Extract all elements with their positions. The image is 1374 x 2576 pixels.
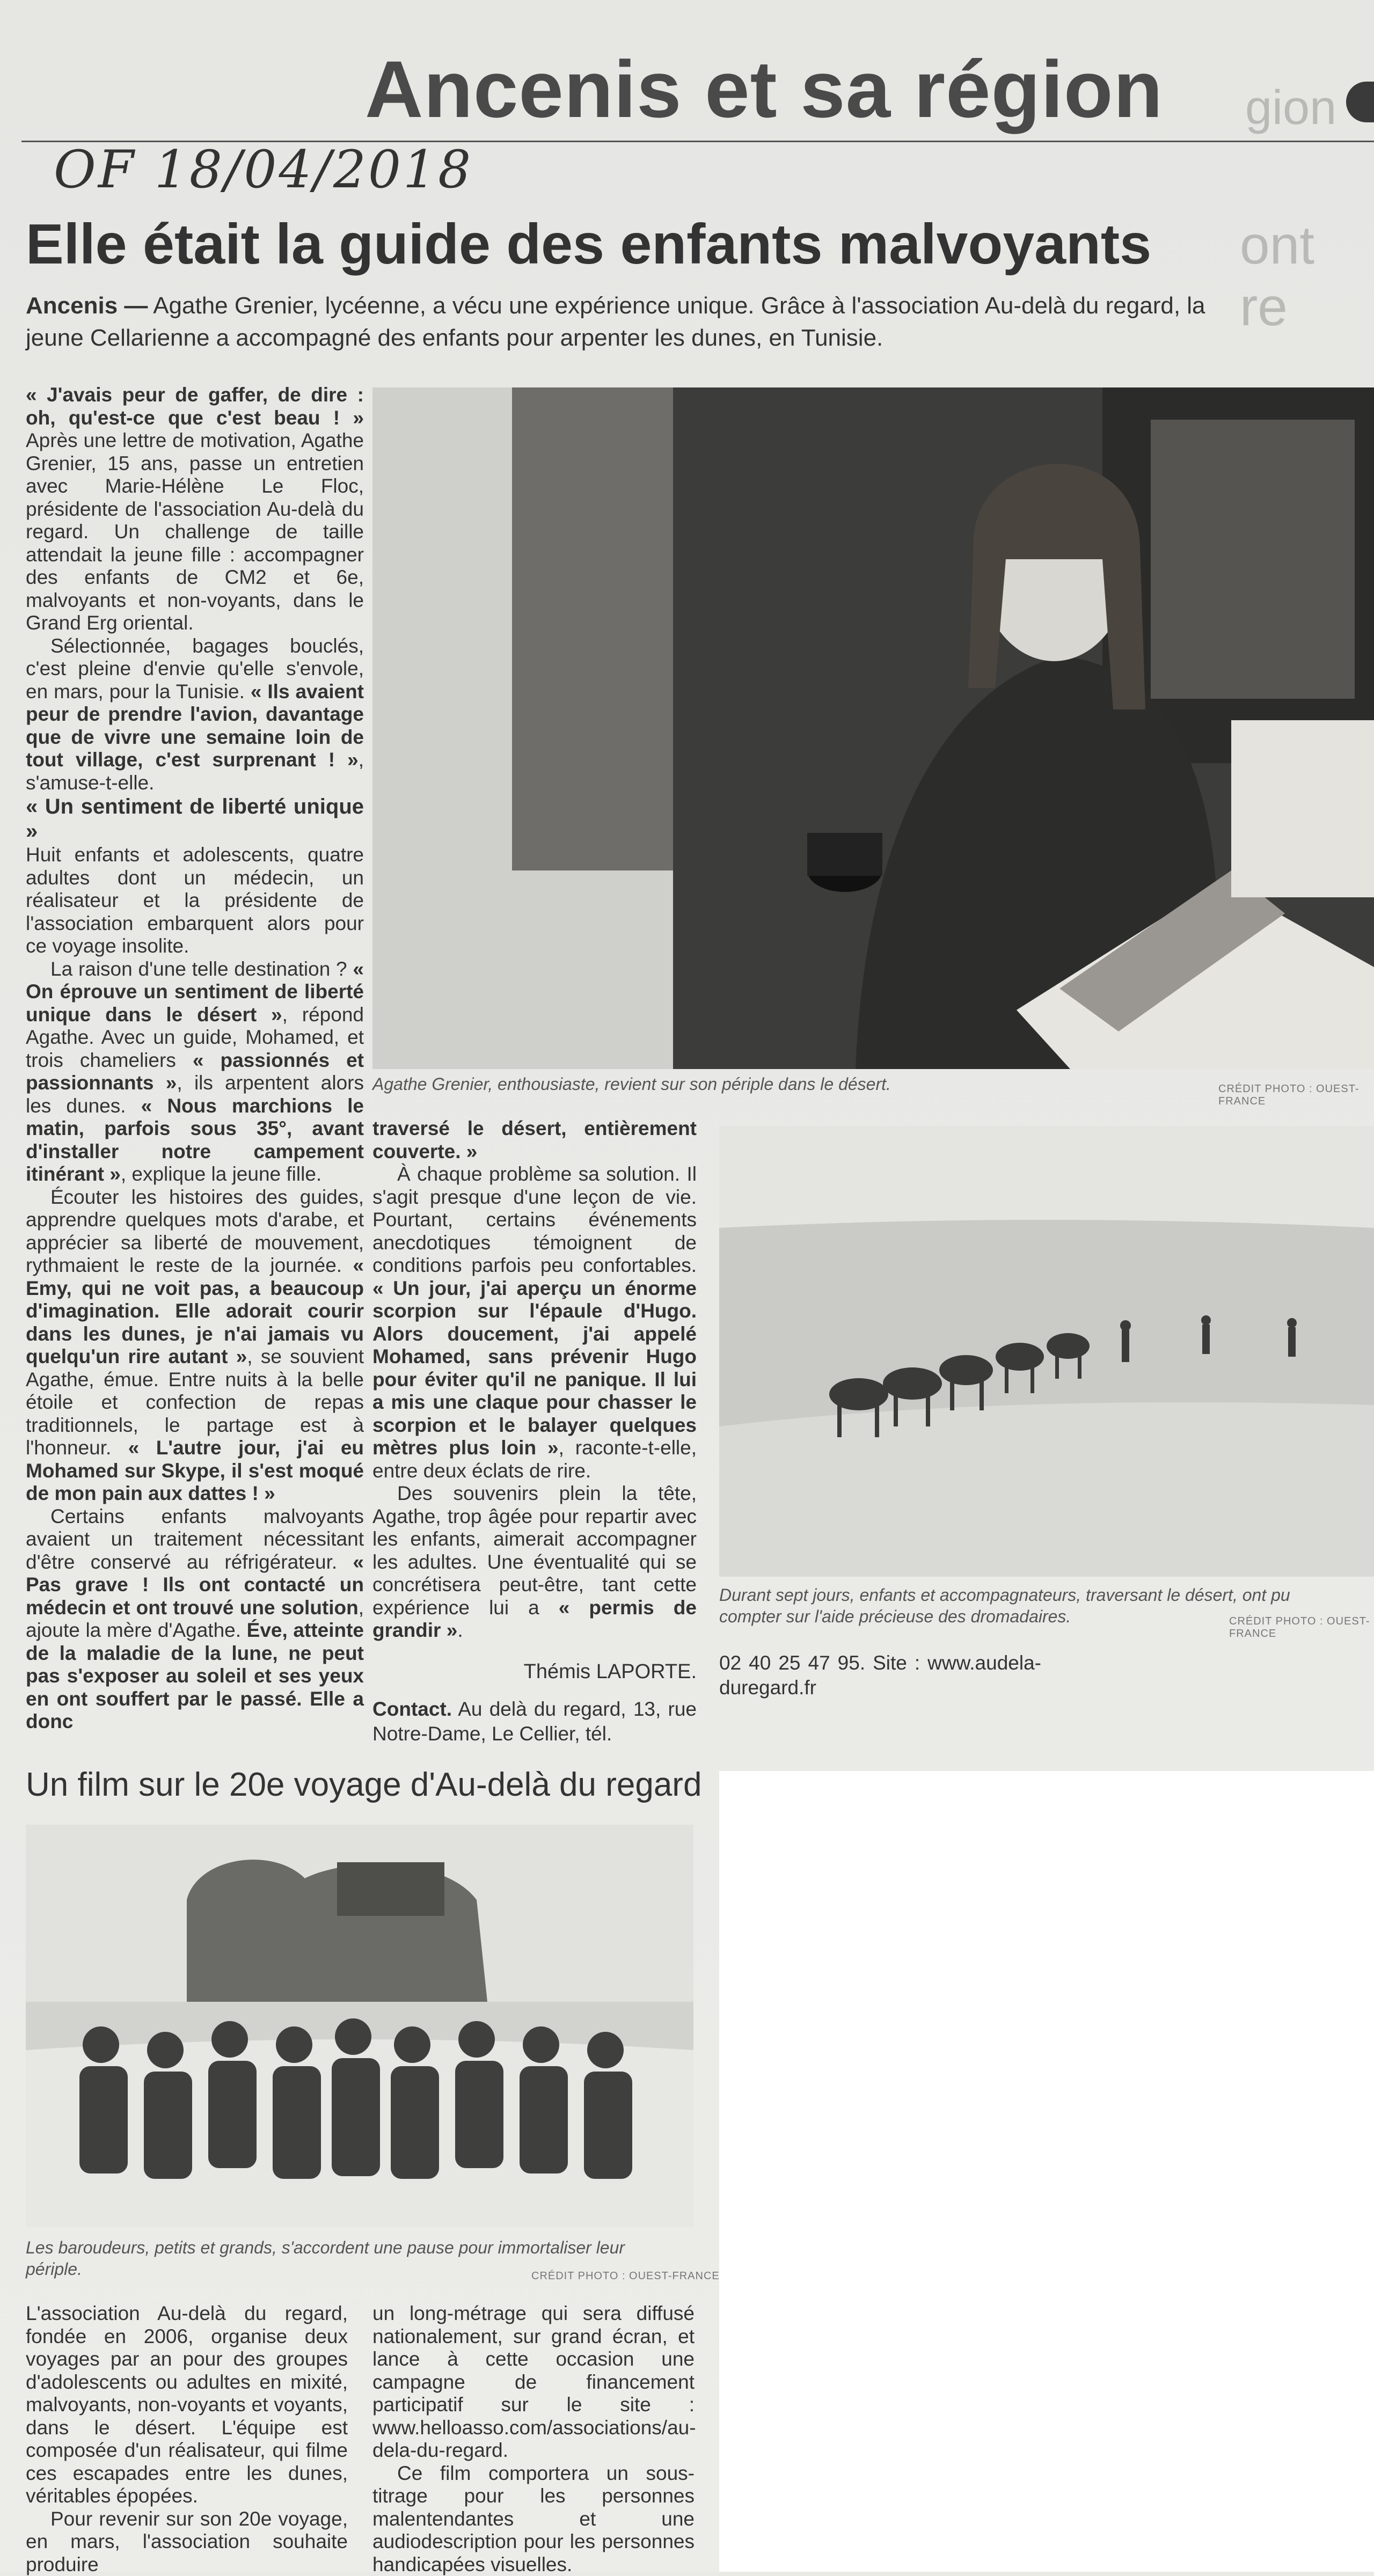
photo-agathe (372, 387, 1374, 1069)
quote-text: « passionnés et passionnants » (26, 1049, 364, 1094)
photo2-caption: Durant sept jours, enfants et accompagnateurs, traversant le désert, ont pu compter sur l'aide précieuse des dromadaires. (719, 1584, 1310, 1627)
body-text: . (457, 1619, 463, 1641)
contact-label: Contact. (372, 1698, 452, 1720)
photo2-credit: CRÉDIT PHOTO : OUEST-FRANCE (1229, 1615, 1374, 1640)
body-text: , ils arpentent alors les dunes. (26, 1072, 364, 1117)
body-text: Sélectionnée, bagages bouclés, c'est pleine d'envie qu'elle s'envole, en mars, pour la Tunisie. (26, 635, 364, 702)
handwritten-date: OF 18/04/2018 (54, 140, 473, 200)
subheading: « Un sentiment de liberté unique » (26, 794, 364, 844)
sidebar-photo-caption: Les baroudeurs, petits et grands, s'accordent une pause pour immortaliser leur périple. (26, 2237, 643, 2280)
author-signature: Thémis LAPORTE. (372, 1660, 697, 1684)
body-text: Certains enfants malvoyants avaient un traitement nécessitant d'être conservé au réfrigérateur. (26, 1505, 364, 1573)
body-text: , se souvient Agathe, émue. Entre nuits à la belle étoile et confection de repas traditionnels, le partage est à l'honneur. (26, 1345, 364, 1459)
article-headline: Elle était la guide des enfants malvoyants (26, 212, 1151, 277)
body-text: À chaque problème sa solution. Il s'agit presque d'une leçon de vie. Pourtant, certains événements anecdotiques témoignent de conditions parfois peu confortables. (372, 1163, 697, 1276)
article-column-2 (372, 1117, 697, 1746)
quote-text: « J'avais peur de gaffer, de dire : oh, qu'est-ce que c'est beau ! » (26, 384, 364, 429)
contact-continuation: 02 40 25 47 95. Site : www.audela-duregard.fr (719, 1651, 1041, 1700)
quote-text: « On éprouve un sentiment de liberté unique dans le désert » (26, 958, 364, 1026)
sidebar-photo-credit: CRÉDIT PHOTO : OUEST-FRANCE (531, 2270, 720, 2282)
body-text: Ce film comportera un sous-titrage pour les personnes malentendantes et une audiodescription pour les personnes handicapées visuelles. (372, 2462, 695, 2576)
bleed-through-headline: ont re (1240, 215, 1374, 338)
article-column-1 (26, 384, 364, 1733)
body-text: , s'amuse-t-elle. (26, 749, 364, 794)
body-text: , explique la jeune fille. (121, 1163, 321, 1185)
body-text: Huit enfants et adolescents, quatre adultes dont un médecin, un réalisateur et la présidente de l'association embarquent alors pour ce voyage insolite. (26, 844, 364, 957)
quote-text: traversé le désert, entièrement couverte. » (372, 1117, 697, 1162)
quote-text: « Emy, qui ne voit pas, a beaucoup d'imagination. Elle adorait courir dans les dunes, je n'ai jamais vu quelqu'un rire autant » (26, 1254, 364, 1367)
sidebar-column-1 (26, 2302, 348, 2576)
body-text: , raconte-t-elle, entre deux éclats de rire. (372, 1437, 697, 1482)
blank-area (719, 1771, 1374, 2572)
article-intro (26, 290, 1228, 354)
quote-text: « Un jour, j'ai aperçu un énorme scorpion sur l'épaule d'Hugo. Alors doucement, j'ai appelé Mohamed, sans prévenir Hugo pour éviter qu'il ne panique. Il lui a mis une claque pour chasser le scorpion et le balayer quelques mètres plus loin » (372, 1277, 697, 1459)
sidebar-title: Un film sur le 20e voyage d'Au-delà du regard (26, 1766, 701, 1804)
body-text: La raison d'une telle destination ? (50, 958, 353, 980)
quote-text: Éve, atteinte de la maladie de la lune, ne peut pas s'exposer au soleil et ses yeux en ont souffert par le passé. Elle a donc (26, 1619, 364, 1732)
quote-text: « Nous marchions le matin, parfois sous 35°, avant d'installer notre campement itinérant » (26, 1095, 364, 1185)
body-text: Des souvenirs plein la tête, Agathe, trop âgée pour repartir avec les enfants, aimerait accompagner les adultes. Une éventualité qui se concrétisera peut-être, tant cette expérience lui a (372, 1482, 697, 1619)
quote-text: « permis de grandir » (372, 1597, 697, 1642)
quote-text: « L'autre jour, j'ai eu Mohamed sur Skype, il s'est moqué de mon pain aux dattes ! » (26, 1437, 364, 1504)
photo-illustration (26, 1825, 693, 2227)
quote-text: « Ils avaient peur de prendre l'avion, davantage que de vivre une semaine loin de tout village, c'est surprenant ! » (26, 680, 364, 771)
photo-illustration (372, 387, 1374, 1069)
photo-desert-caravan (719, 1126, 1374, 1577)
photo-group (26, 1825, 693, 2227)
body-text: un long-métrage qui sera diffusé nationalement, sur grand écran, et lance à cette occasion une campagne de financement participatif sur le site : www.helloasso.com/associations/au-dela-du-regard. (372, 2302, 695, 2462)
section-title: Ancenis et sa région (365, 43, 1163, 136)
body-text: Après une lettre de motivation, Agathe Grenier, 15 ans, passe un entretien avec Marie-Hélène Le Floc, présidente de l'association Au-delà du regard. Un challenge de taille attendait la jeune fille : accompagner des enfants de CM2 et 6e, malvoyants et non-voyants, dans le Grand Erg oriental. (26, 429, 364, 634)
intro-lead: Ancenis — (26, 292, 148, 319)
body-text: , ajoute la mère d'Agathe. (26, 1597, 364, 1642)
body-text: Écouter les histoires des guides, apprendre quelques mots d'arabe, et apprécier sa liberté de mouvement, rythmaient le reste de la journée. (26, 1186, 364, 1277)
photo1-credit: CRÉDIT PHOTO : OUEST-FRANCE (1218, 1083, 1374, 1108)
contact-text: Au delà du regard, 13, rue Notre-Dame, Le Cellier, tél. (372, 1698, 697, 1745)
photo-illustration (719, 1126, 1374, 1577)
body-text: Pour revenir sur son 20e voyage, en mars, l'association souhaite produire (26, 2508, 348, 2576)
photo1-caption: Agathe Grenier, enthousiaste, revient sur son périple dans le désert. (372, 1073, 1178, 1095)
body-text: , répond Agathe. Avec un guide, Mohamed, et trois chameliers (26, 1004, 364, 1071)
body-text: L'association Au-delà du regard, fondée en 2006, organise deux voyages par an pour des groupes d'adolescents ou adultes en mixité, malvoyants, non-voyants et voyants, dans le désert. L'équipe est composée d'un réalisateur, qui filme ces escapades entre les dunes, véritables épopées. (26, 2302, 348, 2508)
quote-text: « Pas grave ! Ils ont contacté un médecin et ont trouvé une solution (26, 1551, 364, 1619)
sidebar-column-2 (372, 2302, 695, 2576)
intro-text: Agathe Grenier, lycéenne, a vécu une expérience unique. Grâce à l'association Au-delà du regard, la jeune Cellarienne a accompagné des enfants pour arpenter les dunes, en Tunisie. (26, 292, 1205, 351)
bleed-through-text: gion (1245, 80, 1336, 136)
